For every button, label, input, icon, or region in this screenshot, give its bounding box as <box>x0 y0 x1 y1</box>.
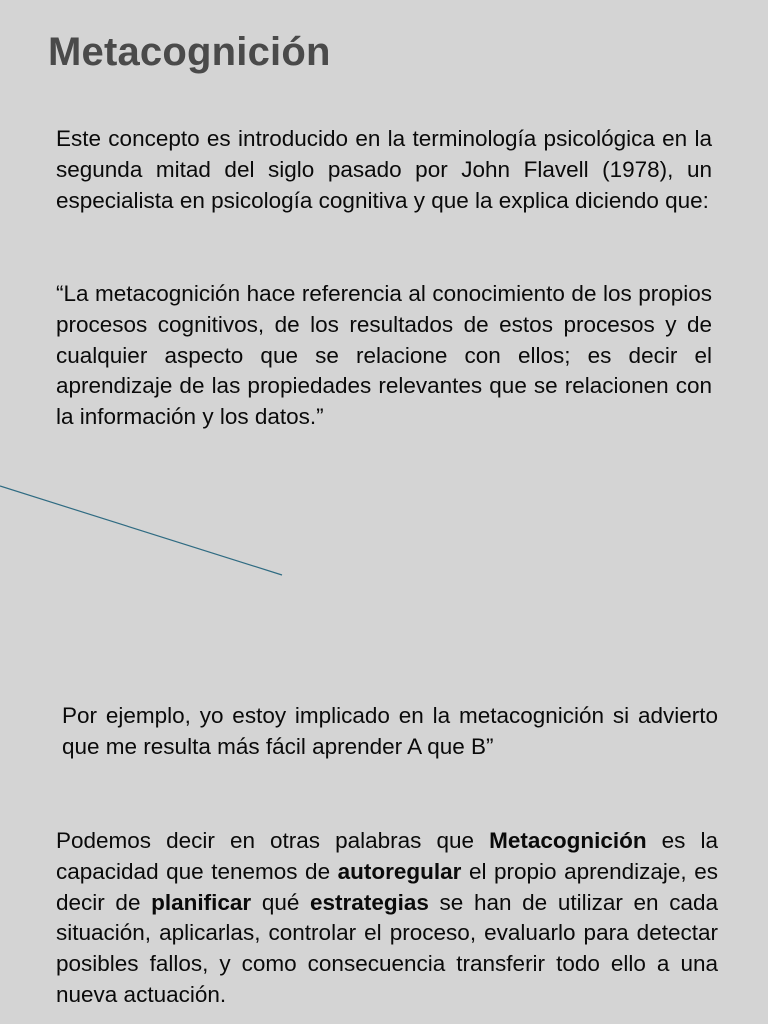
quote-paragraph: “La metacognición hace referencia al conocimiento de los propios procesos cognitivos, de los resultados de estos procesos y de cualquier aspecto que se relacione con ellos; es decir el aprendizaje de las propiedades relevantes que se relacionen con la información y los datos.” <box>56 281 712 430</box>
keyword-autoregular: autoregular <box>337 858 462 884</box>
keyword-planificar: planificar <box>151 889 252 915</box>
conclusion-text: el propio aprendizaje, es decir de <box>56 858 718 915</box>
conclusion-text: qué <box>251 889 311 915</box>
intro-paragraph: Este concepto es introducido en la terminología psicológica en la segunda mitad del siglo pasado por John Flavell (1978), un especialista en psicología cognitiva y que la explica diciendo que: <box>56 126 712 213</box>
example-paragraph: Por ejemplo, yo estoy implicado en la metacognición si advierto que me resulta más fácil aprender A que B” <box>62 703 718 759</box>
conclusion-text: Podemos decir en otras palabras que <box>56 828 490 853</box>
slide-title: Metacognición <box>48 30 331 74</box>
keyword-estrategias: estrategias <box>310 889 429 915</box>
conclusion-text: se han de utilizar en cada situación, aplicarlas, controlar el proceso, evaluarlo para detectar posibles fallos, y como consecuencia transferir todo ello a una nueva actuación. <box>56 889 718 1007</box>
conclusion-text: es la capacidad que tenemos de <box>56 828 718 884</box>
keyword-metacognicion: Metacognición <box>489 828 647 853</box>
decorative-line <box>0 480 290 580</box>
conclusion-paragraph <box>56 826 718 1011</box>
